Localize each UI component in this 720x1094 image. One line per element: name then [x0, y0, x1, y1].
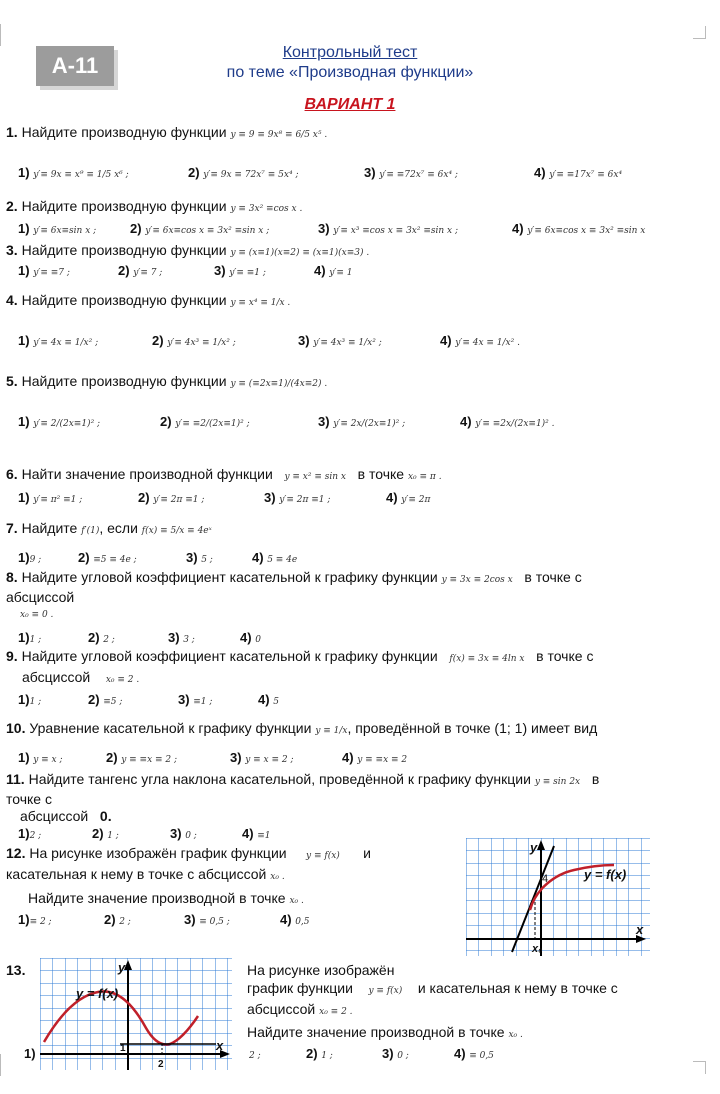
question-7: 7. Найдите f′(1), если f(x) ≡ 5/x ≡ 4eˣ: [6, 520, 212, 536]
question-12-line3: Найдите значение производной в точке x₀ .: [28, 890, 304, 906]
question-13-line2: график функции y ≡ f(x) и касательная к нему в точке с: [247, 980, 618, 996]
q2-option-4[interactable]: 4) y′≡ 6x≡cos x ≡ 3x² ≡sin x: [512, 221, 646, 236]
q10-option-3[interactable]: 3) y ≡ x ≡ 2 ;: [230, 750, 294, 765]
q12-option-1[interactable]: 1)≡ 2 ;: [18, 912, 52, 927]
question-11-line3: абсциссой 0.: [20, 808, 112, 824]
question-2: 2. Найдите производную функции y ≡ 3x² ≡cos x .: [6, 198, 303, 214]
question-number: 1.: [6, 124, 18, 140]
q13-option-1-value[interactable]: 2 ;: [249, 1051, 261, 1061]
q7-option-1[interactable]: 1)9 ;: [18, 550, 42, 565]
corner-mark-tr: [693, 26, 706, 39]
q12-option-4[interactable]: 4) 0,5: [280, 912, 310, 927]
q13-option-4[interactable]: 4) ≡ 0,5: [454, 1046, 494, 1061]
q9-option-3[interactable]: 3) ≡1 ;: [178, 692, 213, 707]
q9-option-2[interactable]: 2) ≡5 ;: [88, 692, 123, 707]
q6-option-3[interactable]: 3) y′≡ 2π ≡1 ;: [264, 490, 331, 505]
corner-mark-bl: [0, 1054, 13, 1076]
question-9: 9. Найдите угловой коэффициент касательной к графику функции f(x) ≡ 3x ≡ 4ln x в точке с: [6, 648, 594, 664]
question-formula: y ≡ 9 ≡ 9x⁸ ≡ 6/5 x⁵ .: [230, 130, 328, 140]
q13-option-3[interactable]: 3) 0 ;: [382, 1046, 409, 1061]
q2-option-1[interactable]: 1) y′≡ 6x≡sin x ;: [18, 221, 97, 236]
q4-option-2[interactable]: 2) y′≡ 4x³ ≡ 1/x² ;: [152, 333, 236, 348]
q2-option-3[interactable]: 3) y′≡ x³ ≡cos x ≡ 3x² ≡sin x ;: [318, 221, 459, 236]
q10-option-2[interactable]: 2) y ≡ ≡x ≡ 2 ;: [106, 750, 178, 765]
q5-option-4[interactable]: 4) y′≡ ≡2x/(2x≡1)² .: [460, 414, 555, 429]
q13-option-1[interactable]: 1): [24, 1046, 36, 1061]
q11-option-1[interactable]: 1)2 ;: [18, 826, 42, 841]
q9-option-1[interactable]: 1)1 ;: [18, 692, 42, 707]
graph-13-fx-label: y = f(x): [76, 986, 119, 1001]
question-13: 13.: [6, 962, 26, 978]
q5-option-2[interactable]: 2) y′≡ ≡2/(2x≡1)² ;: [160, 414, 250, 429]
question-3: 3. Найдите производную функции y ≡ (x≡1)(x≡2) ≡ (x≡1)(x≡3) .: [6, 242, 370, 258]
q4-option-3[interactable]: 3) y′≡ 4x³ ≡ 1/x² ;: [298, 333, 382, 348]
q3-option-2[interactable]: 2) y′≡ 7 ;: [118, 263, 163, 278]
question-4: 4. Найдите производную функции y ≡ x⁴ ≡ 1/x .: [6, 292, 291, 308]
graph-13-x-label: x: [216, 1038, 224, 1053]
q5-option-3[interactable]: 3) y′≡ 2x/(2x≡1)² ;: [318, 414, 406, 429]
q13-option-2[interactable]: 2) 1 ;: [306, 1046, 333, 1061]
q3-option-1[interactable]: 1) y′≡ ≡7 ;: [18, 263, 70, 278]
graph-q13: [40, 958, 232, 1070]
question-8-line3: x₀ ≡ 0 .: [20, 610, 54, 620]
q3-option-3[interactable]: 3) y′≡ ≡1 ;: [214, 263, 266, 278]
question-13-line4: Найдите значение производной в точке x₀ .: [247, 1024, 523, 1040]
q1-option-2[interactable]: 2) y′≡ 9x ≡ 72x⁷ ≡ 5x⁴ ;: [188, 165, 299, 180]
q7-option-4[interactable]: 4) 5 ≡ 4e: [252, 550, 298, 565]
question-13-text: На рисунке изображён: [247, 962, 395, 978]
q4-option-4[interactable]: 4) y′≡ 4x ≡ 1/x² .: [440, 333, 520, 348]
graph-13-tick-2: 2: [158, 1059, 164, 1070]
question-6: 6. Найти значение производной функции y ≡ x² ≡ sin x в точке x₀ ≡ π .: [6, 466, 442, 482]
graph-12-x-label: x: [636, 922, 644, 937]
graph-13-y-label: y: [118, 960, 126, 975]
question-13-line3: абсциссой x₀ ≡ 2 .: [247, 1001, 353, 1017]
q12-option-3[interactable]: 3) ≡ 0,5 ;: [184, 912, 230, 927]
q1-option-1[interactable]: 1) y′≡ 9x ≡ x⁹ ≡ 1/5 x⁶ ;: [18, 165, 129, 180]
q4-option-1[interactable]: 1) y′≡ 4x ≡ 1/x² ;: [18, 333, 99, 348]
graph-q12: [466, 838, 650, 956]
q1-option-3[interactable]: 3) y′≡ ≡72x⁷ ≡ 6x⁴ ;: [364, 165, 458, 180]
corner-mark-br: [693, 1061, 706, 1074]
q8-option-3[interactable]: 3) 3 ;: [168, 630, 195, 645]
q6-option-1[interactable]: 1) y′≡ π² ≡1 ;: [18, 490, 83, 505]
q10-option-1[interactable]: 1) y ≡ x ;: [18, 750, 63, 765]
question-5: 5. Найдите производную функции y ≡ (≡2x≡1)/(4x≡2) .: [6, 373, 328, 389]
graph-12-x0-label: x₀: [532, 943, 543, 955]
q8-option-1[interactable]: 1)1 ;: [18, 630, 42, 645]
q8-option-2[interactable]: 2) 2 ;: [88, 630, 115, 645]
question-1: [6, 124, 327, 140]
title-line-1: Контрольный тест: [282, 44, 418, 61]
question-10: 10. Уравнение касательной к графику функции y ≡ 1/x, проведённой в точке (1; 1) имеет вид: [6, 720, 598, 736]
question-12: 12. На рисунке изображён график функции y ≡ f(x) и: [6, 845, 371, 861]
question-9-line2: абсциссой x₀ ≡ 2 .: [22, 669, 140, 685]
title-line-2: по теме «Производная функции»: [226, 64, 474, 81]
test-code-badge: А-11: [36, 46, 114, 86]
q9-option-4[interactable]: 4) 5: [258, 692, 279, 707]
q11-option-2[interactable]: 2) 1 ;: [92, 826, 119, 841]
q6-option-4[interactable]: 4) y′≡ 2π: [386, 490, 431, 505]
q10-option-4[interactable]: 4) y ≡ ≡x ≡ 2: [342, 750, 408, 765]
q6-option-2[interactable]: 2) y′≡ 2π ≡1 ;: [138, 490, 205, 505]
graph-12-y-label: y: [530, 840, 538, 855]
variant-title: ВАРИАНТ 1: [304, 96, 396, 113]
q1-option-4[interactable]: 4) y′≡ ≡17x⁷ ≡ 6x⁴: [534, 165, 623, 180]
question-8: 8. Найдите угловой коэффициент касательной к графику функции y ≡ 3x ≡ 2cos x в точке с: [6, 569, 582, 585]
question-11-line2: точке с: [6, 791, 52, 807]
q5-option-1[interactable]: 1) y′≡ 2/(2x≡1)² ;: [18, 414, 101, 429]
question-12-line2: касательная к нему в точке с абсциссой x₀ .: [6, 866, 285, 882]
q7-option-3[interactable]: 3) 5 ;: [186, 550, 213, 565]
graph-13-tick-1: 1: [120, 1043, 126, 1054]
graph-12-tick-label: 4: [542, 873, 549, 885]
question-text: Найдите производную функции: [21, 124, 227, 140]
q3-option-4[interactable]: 4) y′≡ 1: [314, 263, 353, 278]
q8-option-4[interactable]: 4) 0: [240, 630, 261, 645]
question-8-line2: абсциссой: [6, 589, 75, 605]
graph-12-fx-label: y = f(x): [584, 867, 627, 882]
question-11: 11. Найдите тангенс угла наклона касательной, проведённой к графику функции y ≡ sin 2x в: [6, 771, 600, 787]
q11-option-3[interactable]: 3) 0 ;: [170, 826, 197, 841]
q11-option-4[interactable]: 4) ≡1: [242, 826, 271, 841]
q2-option-2[interactable]: 2) y′≡ 6x≡cos x ≡ 3x² ≡sin x ;: [130, 221, 270, 236]
corner-mark-tl: [0, 24, 13, 46]
q7-option-2[interactable]: 2) ≡5 ≡ 4e ;: [78, 550, 137, 565]
q12-option-2[interactable]: 2) 2 ;: [104, 912, 131, 927]
